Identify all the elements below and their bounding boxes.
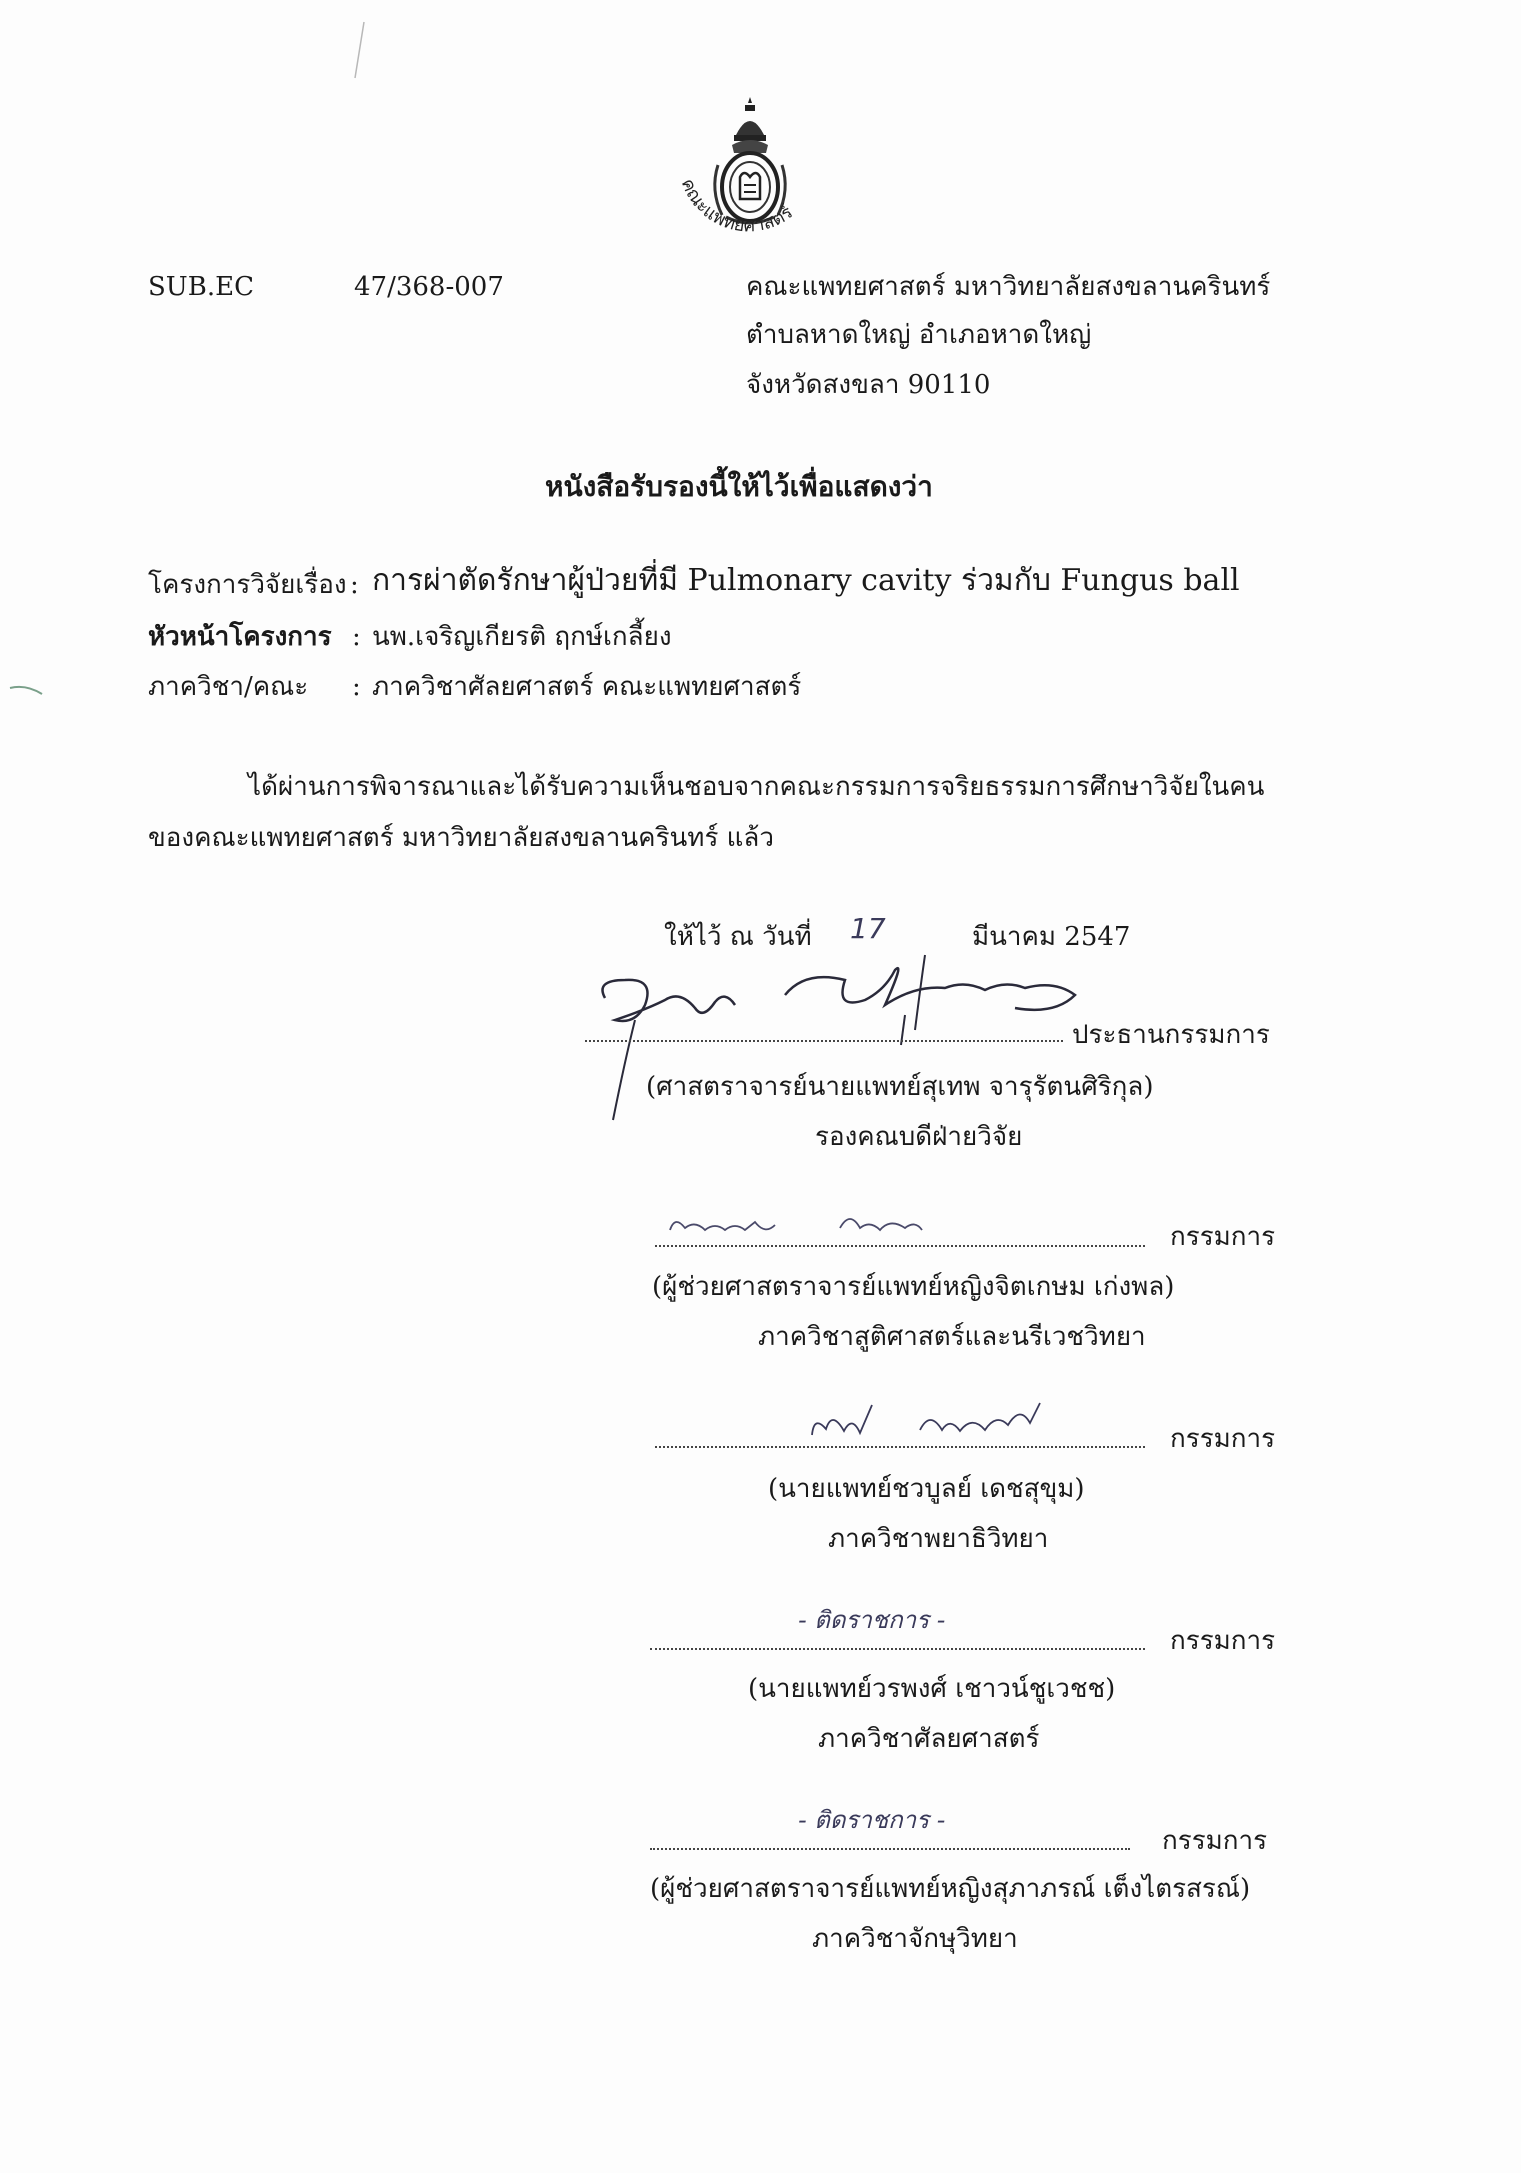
reference-prefix: SUB.EC — [148, 272, 254, 302]
committee-4-signature-note: - ติดราชการ - — [798, 1606, 946, 1634]
project-title-value: การผ่าตัดรักษาผู้ป่วยที่มี Pulmonary cavity ร่วมกับ Fungus ball — [372, 563, 1240, 598]
committee-2-signature — [660, 1200, 1000, 1250]
reference-number: 47/368-007 — [354, 272, 504, 302]
project-title-label: โครงการวิจัยเรื่อง — [148, 570, 347, 600]
committee-5-department: ภาควิชาจักษุวิทยา — [812, 1924, 1018, 1954]
committee-5-signature-line — [650, 1848, 1130, 1850]
committee-2-name: (ผู้ช่วยศาสตราจารย์แพทย์หญิงจิตเกษม เก่งพล) — [652, 1272, 1175, 1302]
address-line-2: ตำบลหาดใหญ่ อำเภอหาดใหญ่ — [746, 320, 1092, 350]
project-head-label: หัวหน้าโครงการ — [148, 622, 332, 652]
project-head-colon: : — [352, 622, 361, 652]
committee-5-signature-note: - ติดราชการ - — [798, 1806, 946, 1834]
project-title-colon: : — [350, 570, 359, 600]
address-line-3: จังหวัดสงขลา 90110 — [746, 370, 991, 400]
chair-role: ประธานกรรมการ — [1072, 1020, 1270, 1050]
project-dept-colon: : — [352, 672, 361, 702]
committee-3-signature-line — [655, 1446, 1145, 1448]
faculty-emblem — [660, 95, 820, 255]
approval-line-2: ของคณะแพทยศาสตร์ มหาวิทยาลัยสงขลานครินทร์ แล้ว — [148, 823, 774, 853]
date-prefix: ให้ไว้ ณ วันที่ — [664, 922, 812, 952]
committee-3-department: ภาควิชาพยาธิวิทยา — [828, 1524, 1049, 1554]
chair-department: รองคณบดีฝ่ายวิจัย — [815, 1122, 1023, 1152]
approval-line-1: ได้ผ่านการพิจารณาและได้รับความเห็นชอบจากคณะกรรมการจริยธรรมการศึกษาวิจัยในคน — [248, 772, 1265, 802]
date-month-year: มีนาคม 2547 — [972, 922, 1131, 952]
address-line-1: คณะแพทยศาสตร์ มหาวิทยาลัยสงขลานครินทร์ — [746, 272, 1271, 302]
project-dept-value: ภาควิชาศัลยศาสตร์ คณะแพทยศาสตร์ — [372, 672, 802, 702]
committee-4-department: ภาควิชาศัลยศาสตร์ — [818, 1724, 1040, 1754]
committee-5-role: กรรมการ — [1162, 1826, 1268, 1856]
committee-3-name: (นายแพทย์ชวบูลย์ เดชสุขุม) — [768, 1474, 1085, 1504]
committee-4-name: (นายแพทย์วรพงศ์ เชาวน์ชูเวชช) — [748, 1674, 1116, 1704]
project-dept-label: ภาควิชา/คณะ — [148, 672, 309, 702]
chair-signature — [585, 950, 1105, 1140]
project-head-value: นพ.เจริญเกียรติ ฤกษ์เกลี้ยง — [372, 622, 672, 652]
committee-2-role: กรรมการ — [1170, 1222, 1276, 1252]
chair-signature-line — [585, 1040, 1063, 1042]
date-day-handwritten: 17 — [850, 912, 886, 945]
scan-artifact-line — [350, 20, 370, 80]
committee-3-role: กรรมการ — [1170, 1424, 1276, 1454]
committee-4-signature-line — [650, 1648, 1145, 1650]
committee-2-department: ภาควิชาสูติศาสตร์และนรีเวชวิทยา — [758, 1322, 1146, 1352]
committee-5-name: (ผู้ช่วยศาสตราจารย์แพทย์หญิงสุภาภรณ์ เต็งไตรสรณ์) — [650, 1874, 1251, 1904]
committee-2-signature-line — [655, 1245, 1145, 1247]
committee-4-role: กรรมการ — [1170, 1626, 1276, 1656]
emblem-ring-text: คณะแพทยศาสตร์ — [676, 175, 797, 237]
scan-artifact-mark — [8, 680, 48, 700]
chair-name: (ศาสตราจารย์นายแพทย์สุเทพ จารุรัตนศิริกุล) — [646, 1072, 1154, 1102]
certificate-title: หนังสือรับรองนี้ให้ไว้เพื่อแสดงว่า — [545, 470, 933, 503]
